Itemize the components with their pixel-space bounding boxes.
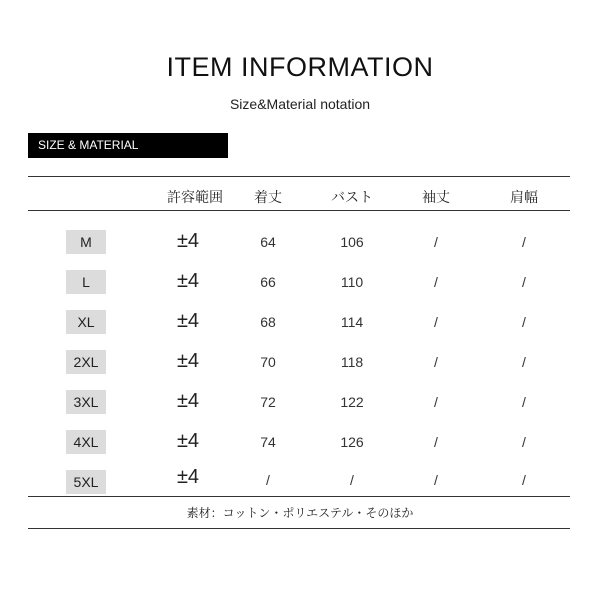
tolerance-value: ±4: [176, 466, 200, 488]
length-value: 68: [260, 314, 276, 330]
header-sleeve: 袖丈: [422, 189, 450, 205]
section-label: SIZE & MATERIAL: [28, 133, 228, 158]
sleeve-value: /: [434, 234, 438, 250]
shoulder-value: /: [522, 314, 526, 330]
shoulder-value: /: [522, 354, 526, 370]
size-label: 3XL: [66, 390, 106, 414]
sleeve-value: /: [434, 394, 438, 410]
table-bottom-rule: [28, 496, 570, 497]
length-value: 70: [260, 354, 276, 370]
size-label: M: [66, 230, 106, 254]
bust-value: 114: [340, 314, 364, 330]
bust-value: 126: [340, 434, 364, 450]
shoulder-value: /: [522, 274, 526, 290]
size-label: XL: [66, 310, 106, 334]
size-label: 4XL: [66, 430, 106, 454]
size-label: 2XL: [66, 350, 106, 374]
tolerance-value: ±4: [176, 270, 200, 292]
length-value: /: [266, 472, 270, 488]
page-title: ITEM INFORMATION: [166, 52, 434, 82]
shoulder-value: /: [522, 394, 526, 410]
header-length: 着丈: [254, 189, 282, 205]
bust-value: 118: [340, 354, 364, 370]
bust-value: 106: [340, 234, 364, 250]
length-value: 64: [260, 234, 276, 250]
tolerance-value: ±4: [176, 310, 200, 332]
shoulder-value: /: [522, 434, 526, 450]
length-value: 74: [260, 434, 276, 450]
shoulder-value: /: [522, 472, 526, 488]
table-top-rule: [28, 176, 570, 177]
length-value: 66: [260, 274, 276, 290]
size-label: L: [66, 270, 106, 294]
table-header-rule: [28, 210, 570, 211]
bust-value: 122: [340, 394, 364, 410]
page-subtitle: Size&Material notation: [229, 96, 371, 112]
sleeve-value: /: [434, 314, 438, 330]
header-tolerance: 許容範囲: [167, 189, 223, 205]
header-shoulder: 肩幅: [510, 189, 538, 205]
bust-value: /: [350, 472, 354, 488]
header-bust: バスト: [331, 189, 373, 205]
tolerance-value: ±4: [176, 230, 200, 252]
size-label: 5XL: [66, 470, 106, 494]
bust-value: 110: [340, 274, 364, 290]
shoulder-value: /: [522, 234, 526, 250]
material-note: 素材：コットン・ポリエステル・そのほか: [186, 506, 414, 520]
sleeve-value: /: [434, 354, 438, 370]
tolerance-value: ±4: [176, 430, 200, 452]
tolerance-value: ±4: [176, 350, 200, 372]
length-value: 72: [260, 394, 276, 410]
material-bottom-rule: [28, 528, 570, 529]
sleeve-value: /: [434, 274, 438, 290]
tolerance-value: ±4: [176, 390, 200, 412]
sleeve-value: /: [434, 472, 438, 488]
sleeve-value: /: [434, 434, 438, 450]
